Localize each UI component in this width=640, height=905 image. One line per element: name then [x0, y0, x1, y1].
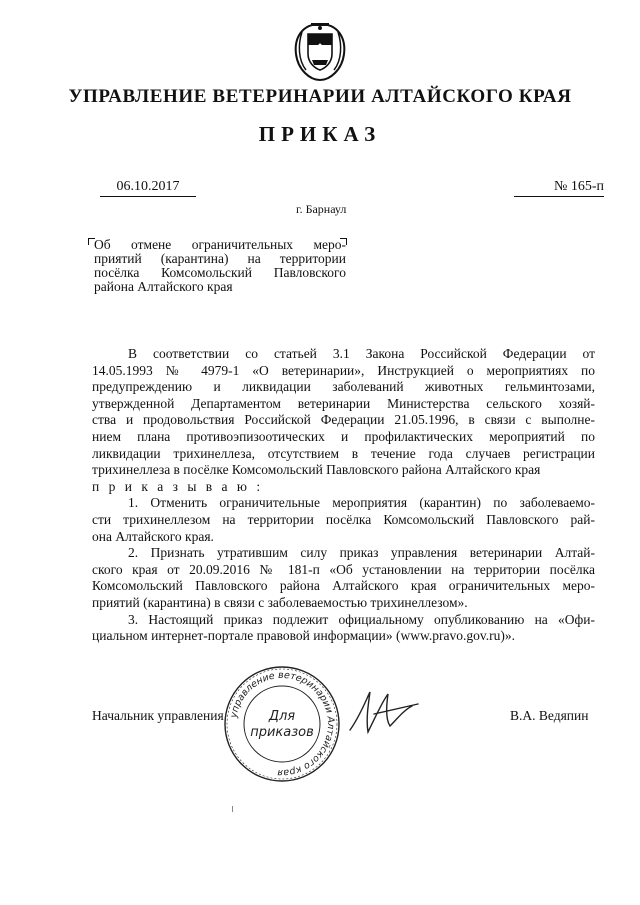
item2-line: приятий (карантина) в связи с заболеваемостью трихинеллезом».: [92, 594, 468, 610]
item2-line: ского края от 20.09.2016 № 181-п «Об установлении на территории посёлка: [92, 561, 595, 577]
body-line: ства и продовольствия Российской Федерации 21.05.1996, в связи с выполне-: [92, 412, 595, 428]
page-mark: [232, 806, 233, 812]
order-date: 06.10.2017: [100, 179, 196, 197]
subject-line: посёлка Комсомольский Павловского: [94, 266, 346, 280]
order-body: [92, 346, 595, 645]
item2-line: Комсомольский Павловского района Алтайского края ограничительных меро-: [92, 578, 595, 594]
signatory-position: Начальник управления: [92, 708, 224, 723]
body-line: утвержденной Департаментом ветеринарии Министерства сельского хозяй-: [92, 395, 595, 411]
subject-line: района Алтайского края: [94, 280, 233, 294]
item1-line: 1. Отменить ограничительные мероприятия (карантин) по заболеваемо-: [128, 495, 595, 511]
handwritten-signature: [346, 686, 426, 738]
item3-line: циальном интернет-портале правовой информации» (www.pravo.gov.ru)».: [92, 628, 515, 644]
body-line: 14.05.1993 № 4979-1 «О ветеринарии», Инструкцией о мероприятиях по: [92, 362, 595, 378]
order-word: п р и к а з ы в а ю :: [92, 478, 264, 494]
signatory-name: В.А. Ведяпин: [510, 708, 589, 723]
stamp-center-line2: приказов: [250, 725, 314, 740]
coat-of-arms-emblem: [288, 20, 352, 84]
body-line: трихинеллеза в посёлке Комсомольский Павловского района Алтайского края: [92, 462, 541, 478]
subject-line: Об отмене ограничительных меро-: [94, 238, 346, 252]
organization-title: УПРАВЛЕНИЕ ВЕТЕРИНАРИИ АЛТАЙСКОГО КРАЯ: [68, 86, 572, 107]
official-stamp: [222, 664, 342, 784]
order-subject: [94, 238, 346, 294]
body-line: нием плана противоэпизоотических и профилактических мероприятий по: [92, 428, 595, 444]
body-line: ликвидации трихинеллеза, отсутствием в течение года случаев регистрации: [92, 445, 595, 461]
stamp-center-line1: Для: [268, 709, 296, 724]
item3-line: 3. Настоящий приказ подлежит официальному опубликованию на «Офи-: [128, 611, 595, 627]
order-city: г. Барнаул: [296, 202, 347, 216]
order-number: № 165-п: [514, 179, 604, 197]
subject-line: приятий (карантина) на территории: [94, 252, 346, 266]
body-line: предупреждению и ликвидации заболеваний животных гельминтозами,: [92, 379, 595, 395]
item2-line: 2. Признать утратившим силу приказ управления ветеринарии Алтай-: [128, 545, 595, 561]
stamp-ring-text: управление ветеринарии Алтайского края: [228, 669, 337, 779]
item1-line: она Алтайского края.: [92, 528, 214, 544]
body-line: В соответствии со статьей 3.1 Закона Российской Федерации от: [128, 346, 595, 361]
item1-line: сти трихинеллезом на территории посёлка Комсомольский Павловского рай-: [92, 511, 595, 527]
document-type-title: ПРИКАЗ: [258, 122, 382, 146]
